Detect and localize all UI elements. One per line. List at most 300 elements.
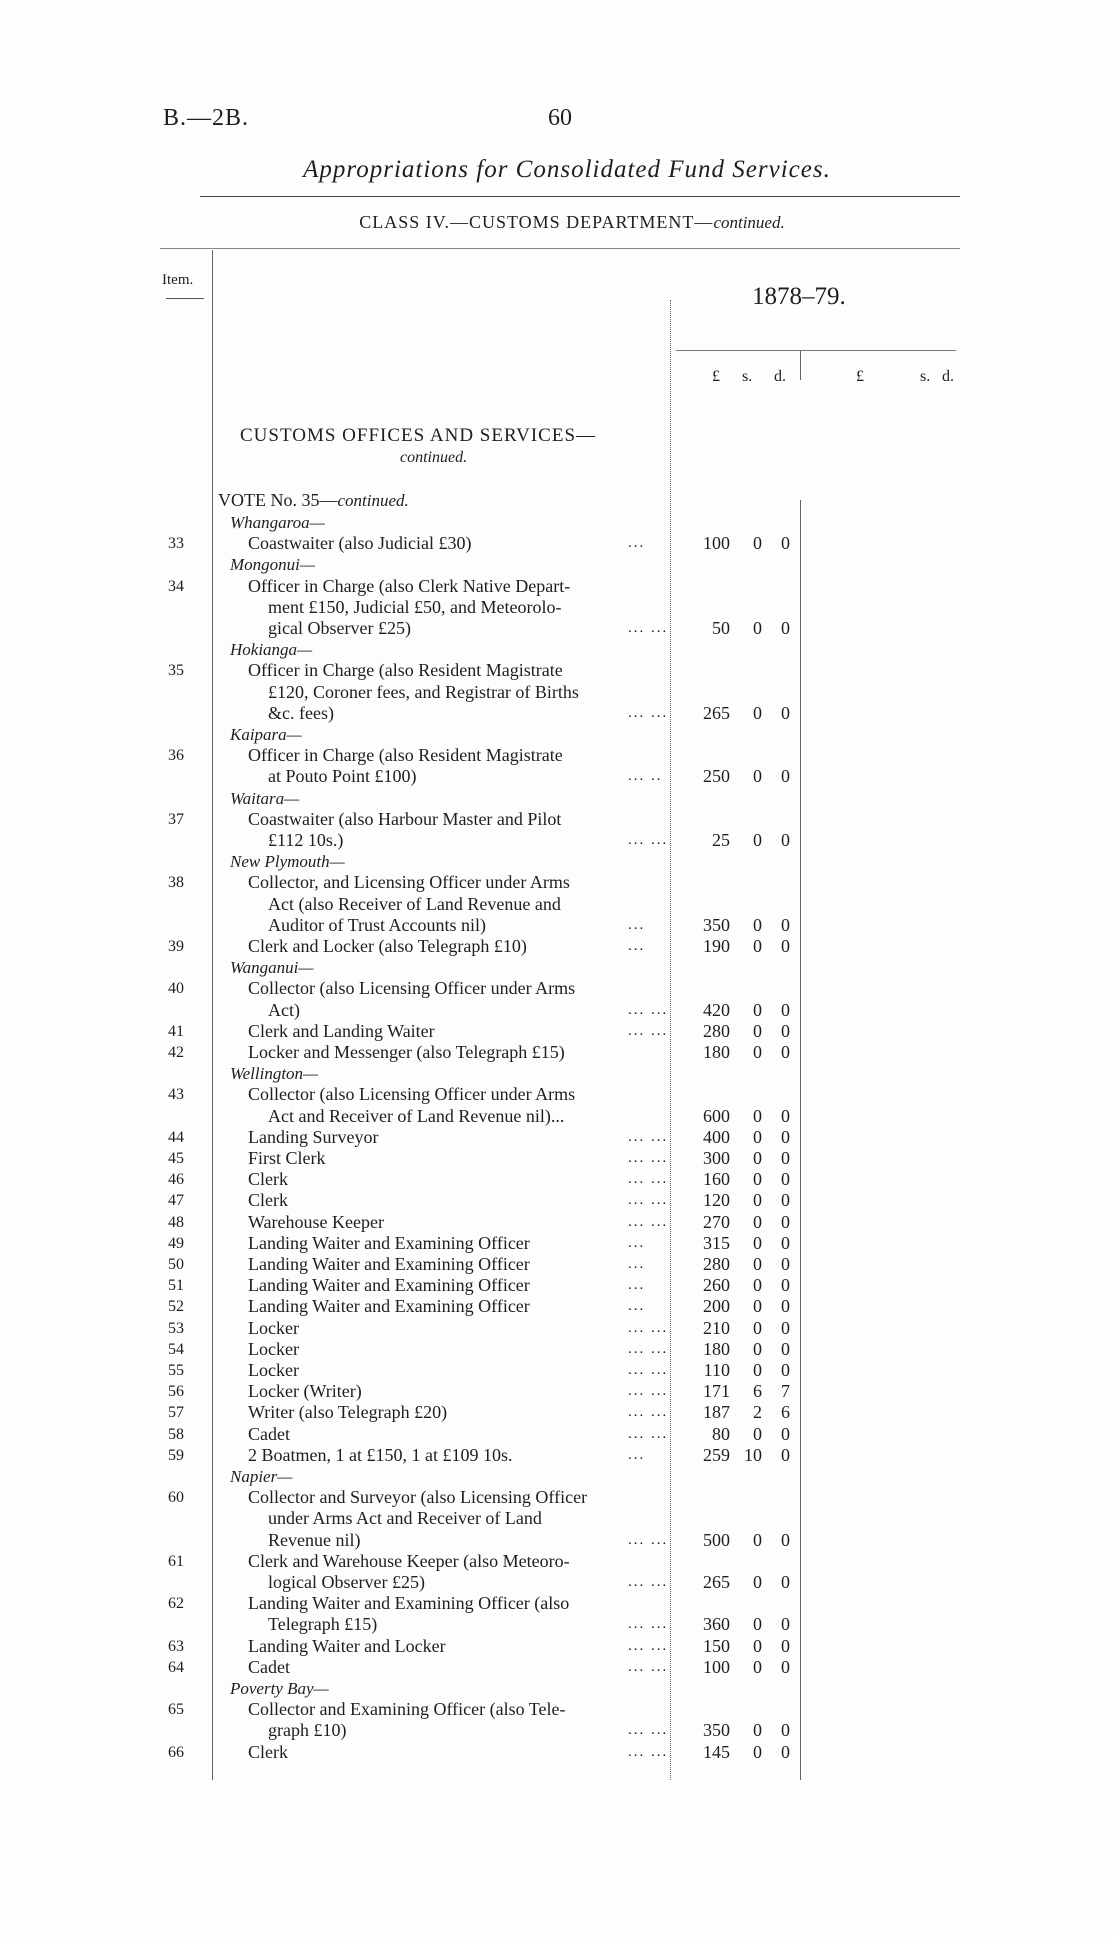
pence-header: d. [774,368,786,385]
leader-dots: ... ... [628,1532,669,1548]
amount-pence: 0 [781,1000,790,1020]
place-heading-row [0,724,1114,745]
item-description: Locker [248,1318,299,1338]
amount-pounds: 145 [703,1742,730,1762]
leader-dots: ... ... [628,1320,669,1336]
table-row [0,1106,1114,1127]
leader-dots: ... ... [628,1659,669,1675]
amount-pounds: 265 [703,1572,730,1592]
amount-shillings: 0 [753,1318,762,1338]
shillings-header: s. [742,368,753,385]
item-description: Officer in Charge (also Clerk Native Depart- [248,576,571,596]
amount-pence: 7 [781,1381,790,1401]
table-row [0,1657,1114,1678]
place-heading-row [0,1466,1114,1487]
item-description: Collector (also Licensing Officer under Arms [248,978,576,998]
item-number: 63 [168,1638,184,1655]
section-title: CUSTOMS OFFICES AND SERVICES— [240,425,597,446]
item-description: Landing Waiter and Locker [248,1636,446,1656]
leader-dots: ... ... [628,1192,669,1208]
table-row [0,1636,1114,1657]
item-description: Landing Surveyor [248,1127,379,1147]
year-rule [676,350,956,351]
table-row [0,1318,1114,1339]
amount-pounds: 280 [703,1021,730,1041]
amount-pounds: 171 [703,1381,730,1401]
pound-header-total: £ [856,368,864,385]
amount-pounds: 180 [703,1339,730,1359]
amount-pounds: 110 [703,1360,730,1380]
amount-shillings: 0 [753,1148,762,1168]
amount-pence: 0 [781,1720,790,1740]
amount-pence: 0 [781,1190,790,1210]
document-reference: B.—2B. [163,105,250,131]
leader-dots: ... [628,1298,646,1314]
leader-dots: ... [628,938,646,954]
amount-shillings: 0 [753,1169,762,1189]
amount-pounds: 350 [703,915,730,935]
item-description: Collector, and Licensing Officer under Arms [248,872,570,892]
title-rule [200,196,960,197]
place-name: Wanganui— [230,958,314,977]
table-row [0,1742,1114,1763]
amount-pence: 0 [781,1339,790,1359]
table-row [0,1148,1114,1169]
leader-dots: ... ... [628,705,669,721]
amount-shillings: 0 [753,830,762,850]
amount-pence: 0 [781,1360,790,1380]
item-number: 66 [168,1744,184,1761]
class-heading [0,212,1114,233]
amount-pence: 0 [781,618,790,638]
item-number: 35 [168,662,184,679]
table-row [0,766,1114,787]
leader-dots: ... [628,1256,646,1272]
amount-shillings: 6 [753,1381,762,1401]
amount-shillings: 0 [753,1000,762,1020]
amount-shillings: 0 [753,1530,762,1550]
item-description: Officer in Charge (also Resident Magistrate [248,660,563,680]
table-row [0,978,1114,999]
table-row [0,1127,1114,1148]
item-description: Writer (also Telegraph £20) [248,1402,448,1422]
section-continued: continued. [400,449,468,466]
item-description: £120, Coroner fees, and Registrar of Births [268,682,579,702]
leader-dots: ... ... [628,1150,669,1166]
item-description: Coastwaiter (also Judicial £30) [248,533,472,553]
amount-pence: 0 [781,1657,790,1677]
item-description: Clerk and Locker (also Telegraph £10) [248,936,527,956]
amount-pounds: 25 [712,830,730,850]
amount-pounds: 350 [703,1720,730,1740]
amount-shillings: 0 [753,936,762,956]
item-number: 41 [168,1023,184,1040]
item-number: 62 [168,1595,184,1612]
table-row [0,1720,1114,1741]
amount-pounds: 260 [703,1275,730,1295]
amount-pence: 0 [781,1127,790,1147]
amount-shillings: 0 [753,1233,762,1253]
item-description: Officer in Charge (also Resident Magistrate [248,745,563,765]
item-description: Cadet [248,1424,290,1444]
amount-pence: 0 [781,1212,790,1232]
leader-dots: ... ... [628,832,669,848]
table-row [0,1296,1114,1317]
table-row [0,660,1114,681]
amount-pence: 0 [781,1742,790,1762]
amount-shillings: 0 [753,1742,762,1762]
place-heading-row [0,512,1114,533]
leader-dots: ... ... [628,1341,669,1357]
amount-shillings: 0 [753,1657,762,1677]
item-number: 56 [168,1383,184,1400]
table-row [0,809,1114,830]
table-row [0,1000,1114,1021]
amount-pounds: 265 [703,703,730,723]
item-number: 53 [168,1320,184,1337]
item-description: gical Observer £25) [268,618,411,638]
item-number: 64 [168,1659,184,1676]
item-number: 39 [168,938,184,955]
item-description: at Pouto Point £100) [268,766,417,786]
item-number: 57 [168,1404,184,1421]
class-continued: continued. [713,213,785,232]
place-heading-row [0,788,1114,809]
table-row [0,703,1114,724]
table-row [0,1042,1114,1063]
item-number: 36 [168,747,184,764]
item-number: 47 [168,1192,184,1209]
item-description: Collector and Surveyor (also Licensing Officer [248,1487,588,1507]
amount-pounds: 200 [703,1296,730,1316]
leader-dots: ... ... [628,1383,669,1399]
table-row [0,915,1114,936]
item-description: Coastwaiter (also Harbour Master and Pilot [248,809,562,829]
leader-dots: ... ... [628,1171,669,1187]
pound-header: £ [712,368,720,385]
place-name: Napier— [230,1467,293,1486]
table-row [0,1530,1114,1551]
amount-pounds: 190 [703,936,730,956]
amount-shillings: 0 [753,1296,762,1316]
pence-header-total: d. [942,368,954,385]
amount-shillings: 0 [753,915,762,935]
item-number: 45 [168,1150,184,1167]
amount-shillings: 0 [753,1212,762,1232]
amount-shillings: 0 [753,766,762,786]
amount-pounds: 100 [703,1657,730,1677]
table-row [0,618,1114,639]
table-row [0,533,1114,554]
table-row [0,1614,1114,1635]
table-row [0,597,1114,618]
table-row [0,1508,1114,1529]
amount-shillings: 0 [753,1614,762,1634]
amount-pounds: 280 [703,1254,730,1274]
leader-dots: ... ... [628,620,669,636]
item-number: 43 [168,1086,184,1103]
year-header: 1878–79. [752,283,846,310]
item-number: 51 [168,1277,184,1294]
table-row [0,1084,1114,1105]
amount-shillings: 0 [753,1042,762,1062]
amount-pounds: 259 [703,1445,730,1465]
amount-pence: 0 [781,1636,790,1656]
table-row [0,1551,1114,1572]
amount-pounds: 250 [703,766,730,786]
leader-dots: ... [628,1277,646,1293]
item-description: Landing Waiter and Examining Officer [248,1254,530,1274]
table-row [0,1360,1114,1381]
amount-pounds: 420 [703,1000,730,1020]
item-description: Act) [268,1000,300,1020]
leader-dots: ... [628,917,646,933]
item-number: 38 [168,874,184,891]
table-row [0,1021,1114,1042]
item-description: Clerk and Warehouse Keeper (also Meteoro- [248,1551,570,1571]
item-description: under Arms Act and Receiver of Land [268,1508,542,1528]
leader-dots: ... ... [628,1722,669,1738]
table-row [0,1487,1114,1508]
item-description: Act (also Receiver of Land Revenue and [268,894,561,914]
table-row [0,1275,1114,1296]
table-row [0,1190,1114,1211]
leader-dots: ... ... [628,1129,669,1145]
item-description: Act and Receiver of Land Revenue nil)... [268,1106,565,1126]
item-description: £112 10s.) [268,830,344,850]
leader-dots: ... ... [628,1362,669,1378]
item-description: Cadet [248,1657,290,1677]
table-row [0,1424,1114,1445]
leader-dots: ... ... [628,1404,669,1420]
item-description: Clerk and Landing Waiter [248,1021,435,1041]
place-name: Poverty Bay— [230,1679,329,1698]
table-row [0,1572,1114,1593]
amount-pounds: 600 [703,1106,730,1126]
item-description: Telegraph £15) [268,1614,378,1634]
item-number: 61 [168,1553,184,1570]
amount-pence: 0 [781,1021,790,1041]
leader-dots: ... ... [628,1574,669,1590]
leader-dots: ... ... [628,1023,669,1039]
amount-pence: 0 [781,1254,790,1274]
place-name: New Plymouth— [230,852,345,871]
amount-shillings: 0 [753,1720,762,1740]
item-number: 52 [168,1298,184,1315]
item-description: Locker [248,1360,299,1380]
item-number: 59 [168,1447,184,1464]
leader-dots: ... ... [628,1002,669,1018]
place-heading-row [0,957,1114,978]
item-number: 60 [168,1489,184,1506]
amount-pence: 0 [781,1530,790,1550]
vote-heading [218,490,409,511]
class-title: CLASS IV.—CUSTOMS DEPARTMENT— [359,212,714,232]
table-row [0,1339,1114,1360]
vote-prefix: VOTE No. 35— [218,490,338,510]
item-number: 50 [168,1256,184,1273]
amount-shillings: 0 [753,1190,762,1210]
table-row [0,1212,1114,1233]
item-description: Locker and Messenger (also Telegraph £15) [248,1042,565,1062]
amount-shillings: 0 [753,1106,762,1126]
item-number: 54 [168,1341,184,1358]
amount-pounds: 187 [703,1402,730,1422]
amount-pence: 0 [781,1148,790,1168]
amount-shillings: 0 [753,533,762,553]
item-description: 2 Boatmen, 1 at £150, 1 at £109 10s. [248,1445,513,1465]
amount-pounds: 180 [703,1042,730,1062]
leader-dots: ... ... [628,1616,669,1632]
amount-pence: 0 [781,1275,790,1295]
place-heading-row [0,554,1114,575]
table-row [0,1593,1114,1614]
amount-shillings: 10 [744,1445,762,1465]
place-name: Mongonui— [230,555,315,574]
amount-pence: 0 [781,703,790,723]
table-row [0,1233,1114,1254]
amount-shillings: 0 [753,1339,762,1359]
item-description: graph £10) [268,1720,347,1740]
item-description: Locker (Writer) [248,1381,362,1401]
page-title: Appropriations for Consolidated Fund Services. [303,156,831,183]
leader-dots: ... .. [628,768,663,784]
leader-dots: ... [628,1447,646,1463]
item-description: Landing Waiter and Examining Officer [248,1296,530,1316]
item-header-rule [166,298,204,299]
amount-pence: 0 [781,1106,790,1126]
leader-dots: ... ... [628,1426,669,1442]
amount-pence: 0 [781,1424,790,1444]
amount-pence: 0 [781,936,790,956]
amount-pence: 0 [781,830,790,850]
table-row [0,830,1114,851]
place-heading-row [0,1063,1114,1084]
item-description: Locker [248,1339,299,1359]
place-heading-row [0,1678,1114,1699]
item-description: Clerk [248,1190,288,1210]
amount-pence: 0 [781,766,790,786]
table-row [0,682,1114,703]
table-row [0,576,1114,597]
amount-pounds: 210 [703,1318,730,1338]
item-description: First Clerk [248,1148,326,1168]
amount-pounds: 360 [703,1614,730,1634]
table-row [0,745,1114,766]
amount-pence: 0 [781,1445,790,1465]
amount-shillings: 0 [753,1360,762,1380]
item-number: 37 [168,811,184,828]
item-number: 48 [168,1214,184,1231]
amount-pounds: 100 [703,533,730,553]
amount-pounds: 120 [703,1190,730,1210]
table-row [0,894,1114,915]
item-description: Collector (also Licensing Officer under Arms [248,1084,576,1104]
table-row [0,1254,1114,1275]
item-description: Landing Waiter and Examining Officer [248,1275,530,1295]
amount-pence: 0 [781,1614,790,1634]
amount-pence: 0 [781,1042,790,1062]
item-description: ment £150, Judicial £50, and Meteorolo- [268,597,562,617]
item-description: Warehouse Keeper [248,1212,384,1232]
item-description: Clerk [248,1742,288,1762]
amount-shillings: 0 [753,1636,762,1656]
amount-pounds: 80 [712,1424,730,1444]
amount-pence: 0 [781,1233,790,1253]
amount-shillings: 0 [753,1021,762,1041]
amount-pounds: 50 [712,618,730,638]
total-column-divider-top [800,350,801,380]
item-number: 49 [168,1235,184,1252]
place-heading-row [0,639,1114,660]
amount-shillings: 0 [753,1572,762,1592]
item-description: Clerk [248,1169,288,1189]
amount-pence: 0 [781,915,790,935]
item-number: 34 [168,578,184,595]
amount-pence: 0 [781,1318,790,1338]
page-number: 60 [548,105,572,131]
leader-dots: ... [628,535,646,551]
table-row [0,936,1114,957]
amount-shillings: 0 [753,1424,762,1444]
item-number: 46 [168,1171,184,1188]
amount-pence: 0 [781,1572,790,1592]
table-row [0,1402,1114,1423]
vote-continued: continued. [337,491,409,510]
amount-pounds: 315 [703,1233,730,1253]
amount-pounds: 270 [703,1212,730,1232]
amount-shillings: 0 [753,1275,762,1295]
item-number: 58 [168,1426,184,1443]
item-description: Revenue nil) [268,1530,361,1550]
table-row [0,872,1114,893]
place-name: Wellington— [230,1064,319,1083]
amount-pounds: 300 [703,1148,730,1168]
amount-shillings: 2 [753,1402,762,1422]
amount-shillings: 0 [753,1254,762,1274]
amount-shillings: 0 [753,1127,762,1147]
place-name: Whangaroa— [230,513,325,532]
item-description: Landing Waiter and Examining Officer [248,1233,530,1253]
item-description: &c. fees) [268,703,334,723]
table-row [0,1445,1114,1466]
item-number: 33 [168,535,184,552]
leader-dots: ... ... [628,1744,669,1760]
place-name: Kaipara— [230,725,302,744]
item-description: logical Observer £25) [268,1572,425,1592]
leader-dots: ... ... [628,1638,669,1654]
item-number: 65 [168,1701,184,1718]
item-description: Landing Waiter and Examining Officer (also [248,1593,570,1613]
item-number: 44 [168,1129,184,1146]
place-name: Waitara— [230,789,300,808]
amount-pence: 0 [781,533,790,553]
amount-pounds: 500 [703,1530,730,1550]
item-column-header: Item. [162,272,194,288]
amount-pence: 0 [781,1169,790,1189]
amount-pence: 6 [781,1402,790,1422]
amount-pence: 0 [781,1296,790,1316]
place-name: Hokianga— [230,640,313,659]
item-number: 42 [168,1044,184,1061]
class-rule [160,248,960,249]
amount-shillings: 0 [753,618,762,638]
shillings-header-total: s. [920,368,931,385]
amount-shillings: 0 [753,703,762,723]
item-number: 40 [168,980,184,997]
item-number: 55 [168,1362,184,1379]
table-row [0,1381,1114,1402]
